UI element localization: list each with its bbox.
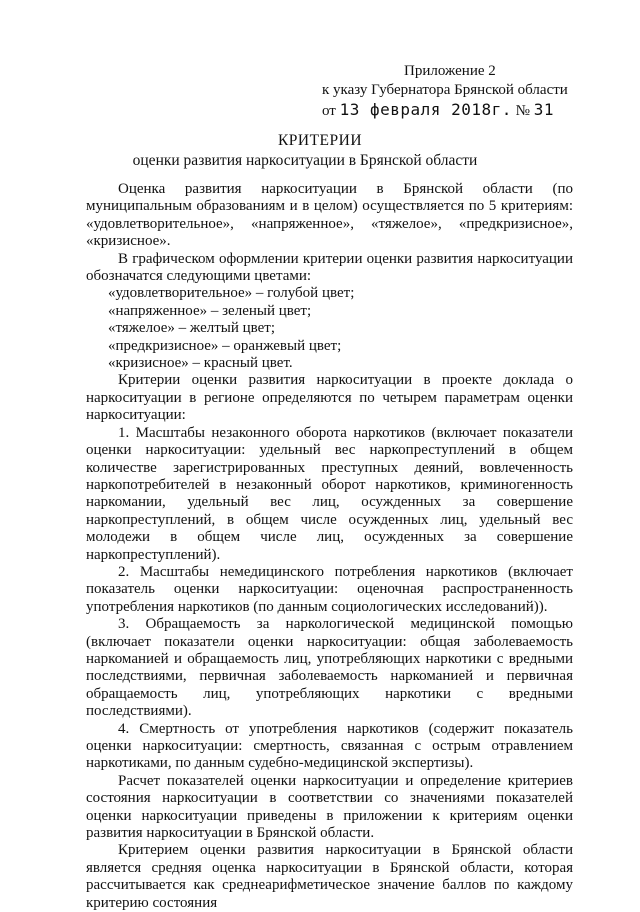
decree-reference: к указу Губернатора Брянской области: [322, 82, 568, 98]
title-main: КРИТЕРИИ: [277, 132, 363, 149]
criterion-paragraph: Критерием оценки развития наркоситуации в Брянской области является средняя оценка наркоситуации в Брянской области, которая рассчитывается как среднеарифметическое значение баллов по каждому критерию состояния: [86, 842, 573, 911]
param-1-paragraph: 1. Масштабы незаконного оборота наркотиков (включает показатели оценки наркоситуации: удельный вес наркопреступлений в общем количестве зарегистрированных преступных деяний, вовлеченность наркопотребителей в незаконный оборот наркотиков, криминогенность наркомании, удельный вес лиц, осужденных за совершение наркопреступлений, в общем числе осужденных лиц, удельный вес молодежи в общем числе лиц, осужденных за совершение наркопреступлений).: [86, 424, 573, 563]
color-item: «кризисное» – красный цвет.: [108, 355, 293, 372]
params-intro-paragraph: Критерии оценки развития наркоситуации в проекте доклада о наркоситуации в регионе определяются по четырем параметрам оценки наркоситуации:: [86, 372, 573, 424]
appendix-header: [322, 62, 568, 121]
color-item: «тяжелое» – желтый цвет;: [108, 320, 276, 337]
color-item: «напряженное» – зеленый цвет;: [108, 302, 312, 319]
number-sign: №: [515, 103, 530, 119]
color-item: «удовлетворительное» – голубой цвет;: [108, 285, 355, 302]
decree-date: 13 февраля 2018г.: [339, 100, 512, 119]
decree-date-line: [322, 100, 568, 121]
date-prefix: от: [322, 103, 336, 119]
document-body: [86, 181, 573, 912]
param-4-paragraph: 4. Смертность от употребления наркотиков (содержит показатель оценки наркоситуации: смертность, связанная с острым отравлением наркотиками, по данным судебно-медицинской экспертизы).: [86, 720, 573, 772]
decree-number: 31: [533, 100, 554, 119]
title-subtitle: оценки развития наркоситуации в Брянской области: [132, 152, 478, 169]
document-title: [0, 131, 640, 171]
intro-paragraph: Оценка развития наркоситуации в Брянской области (по муниципальным образованиям и в целом) осуществляется по 5 критериям: «удовлетворительное», «напряженное», «тяжелое», «предкризисное», «кризисное».: [86, 181, 573, 250]
param-2-paragraph: 2. Масштабы немедицинского потребления наркотиков (включает показатель оценки наркоситуации: оценочная распространенность употребления наркотиков (по данным социологических исследований)).: [86, 563, 573, 615]
calculation-paragraph: Расчет показателей оценки наркоситуации и определение критериев состояния наркоситуации в соответствии со значениями показателей оценки наркоситуации приведены в приложении к критериям оценки развития наркоситуации в Брянской области.: [86, 772, 573, 842]
appendix-label: Приложение 2: [404, 63, 496, 79]
colors-intro-paragraph: В графическом оформлении критерии оценки развития наркоситуации обозначатся следующими цветами:: [86, 250, 573, 285]
param-3-paragraph: 3. Обращаемость за наркологической медицинской помощью (включает показатели оценки наркоситуации: общая заболеваемость наркоманией и обращаемость лиц, употребляющих наркотики с вредными последствиями, первичная заболеваемость наркоманией и первичная обращаемость лиц, употребляющих наркотики с вредными последствиями).: [86, 616, 573, 720]
color-item: «предкризисное» – оранжевый цвет;: [108, 337, 342, 354]
